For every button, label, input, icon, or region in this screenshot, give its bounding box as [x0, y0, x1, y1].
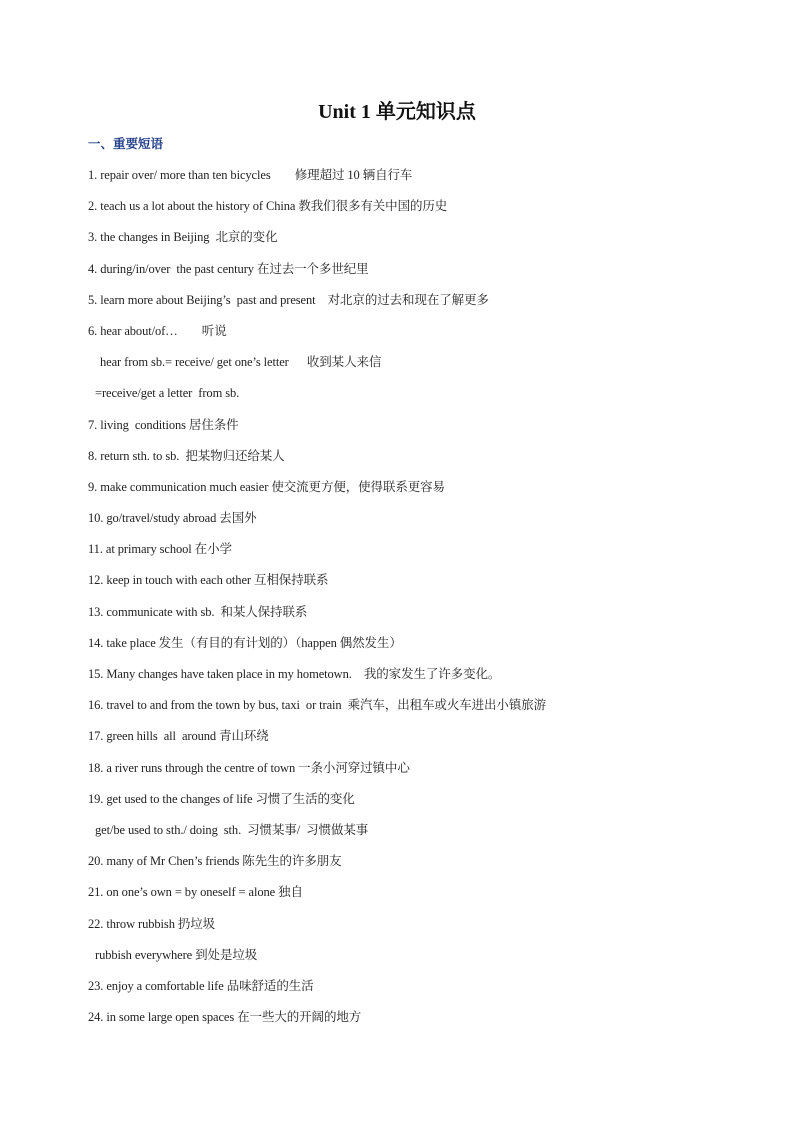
phrase-line: 8. return sth. to sb. 把某物归还给某人: [88, 448, 285, 463]
phrase-line: 23. enjoy a comfortable life 品味舒适的生活: [88, 978, 314, 993]
phrase-line: 5. learn more about Beijing’s past and present 对北京的过去和现在了解更多: [88, 292, 489, 307]
phrase-line: 24. in some large open spaces 在一些大的开阔的地方: [88, 1010, 362, 1025]
phrase-line: 21. on one’s own = by oneself = alone 独自: [88, 885, 303, 900]
phrase-line: 2. teach us a lot about the history of China 教我们很多有关中国的历史: [88, 199, 448, 214]
phrase-line: 12. keep in touch with each other 互相保持联系: [88, 573, 329, 588]
phrase-line: 19. get used to the changes of life 习惯了生活的变化: [88, 791, 355, 806]
phrase-line: 6. hear about/of… 听说: [88, 323, 227, 338]
phrase-line: rubbish everywhere 到处是垃圾: [95, 947, 258, 962]
phrase-list: [88, 165, 728, 1038]
phrase-line: 9. make communication much easier 使交流更方便，使得联系更容易: [88, 479, 445, 494]
phrase-line: 4. during/in/over the past century 在过去一个多世纪里: [88, 261, 369, 276]
phrase-line: 10. go/travel/study abroad 去国外: [88, 511, 257, 526]
section-heading: 一、重要短语: [88, 136, 164, 151]
phrase-line: hear from sb.= receive/ get one’s letter 收到某人来信: [100, 355, 382, 370]
phrase-line: 15. Many changes have taken place in my hometown. 我的家发生了许多变化。: [88, 667, 501, 681]
phrase-line: 20. many of Mr Chen’s friends 陈先生的许多朋友: [88, 854, 342, 869]
phrase-line: 22. throw rubbish 扔垃圾: [88, 916, 216, 931]
phrase-line: 13. communicate with sb. 和某人保持联系: [88, 604, 308, 619]
phrase-line: =receive/get a letter from sb.: [95, 386, 240, 401]
page-title: Unit 1 单元知识点: [318, 101, 476, 123]
phrase-line: 3. the changes in Beijing 北京的变化: [88, 230, 278, 245]
phrase-line: 11. at primary school 在小学: [88, 542, 232, 557]
phrase-line: 17. green hills all around 青山环绕: [88, 729, 269, 744]
phrase-line: get/be used to sth./ doing sth. 习惯某事/ 习惯做某事: [95, 822, 369, 837]
phrase-line: 14. take place 发生（有目的有计划的）（happen 偶然发生）: [88, 635, 402, 650]
phrase-line: 18. a river runs through the centre of town 一条小河穿过镇中心: [88, 760, 410, 775]
phrase-line: 1. repair over/ more than ten bicycles 修理超过 10 辆自行车: [88, 168, 413, 182]
phrase-line: 16. travel to and from the town by bus, taxi or train 乘汽车，出租车或火车进出小镇旅游: [88, 698, 547, 713]
phrase-line: 7. living conditions 居住条件: [88, 417, 239, 432]
